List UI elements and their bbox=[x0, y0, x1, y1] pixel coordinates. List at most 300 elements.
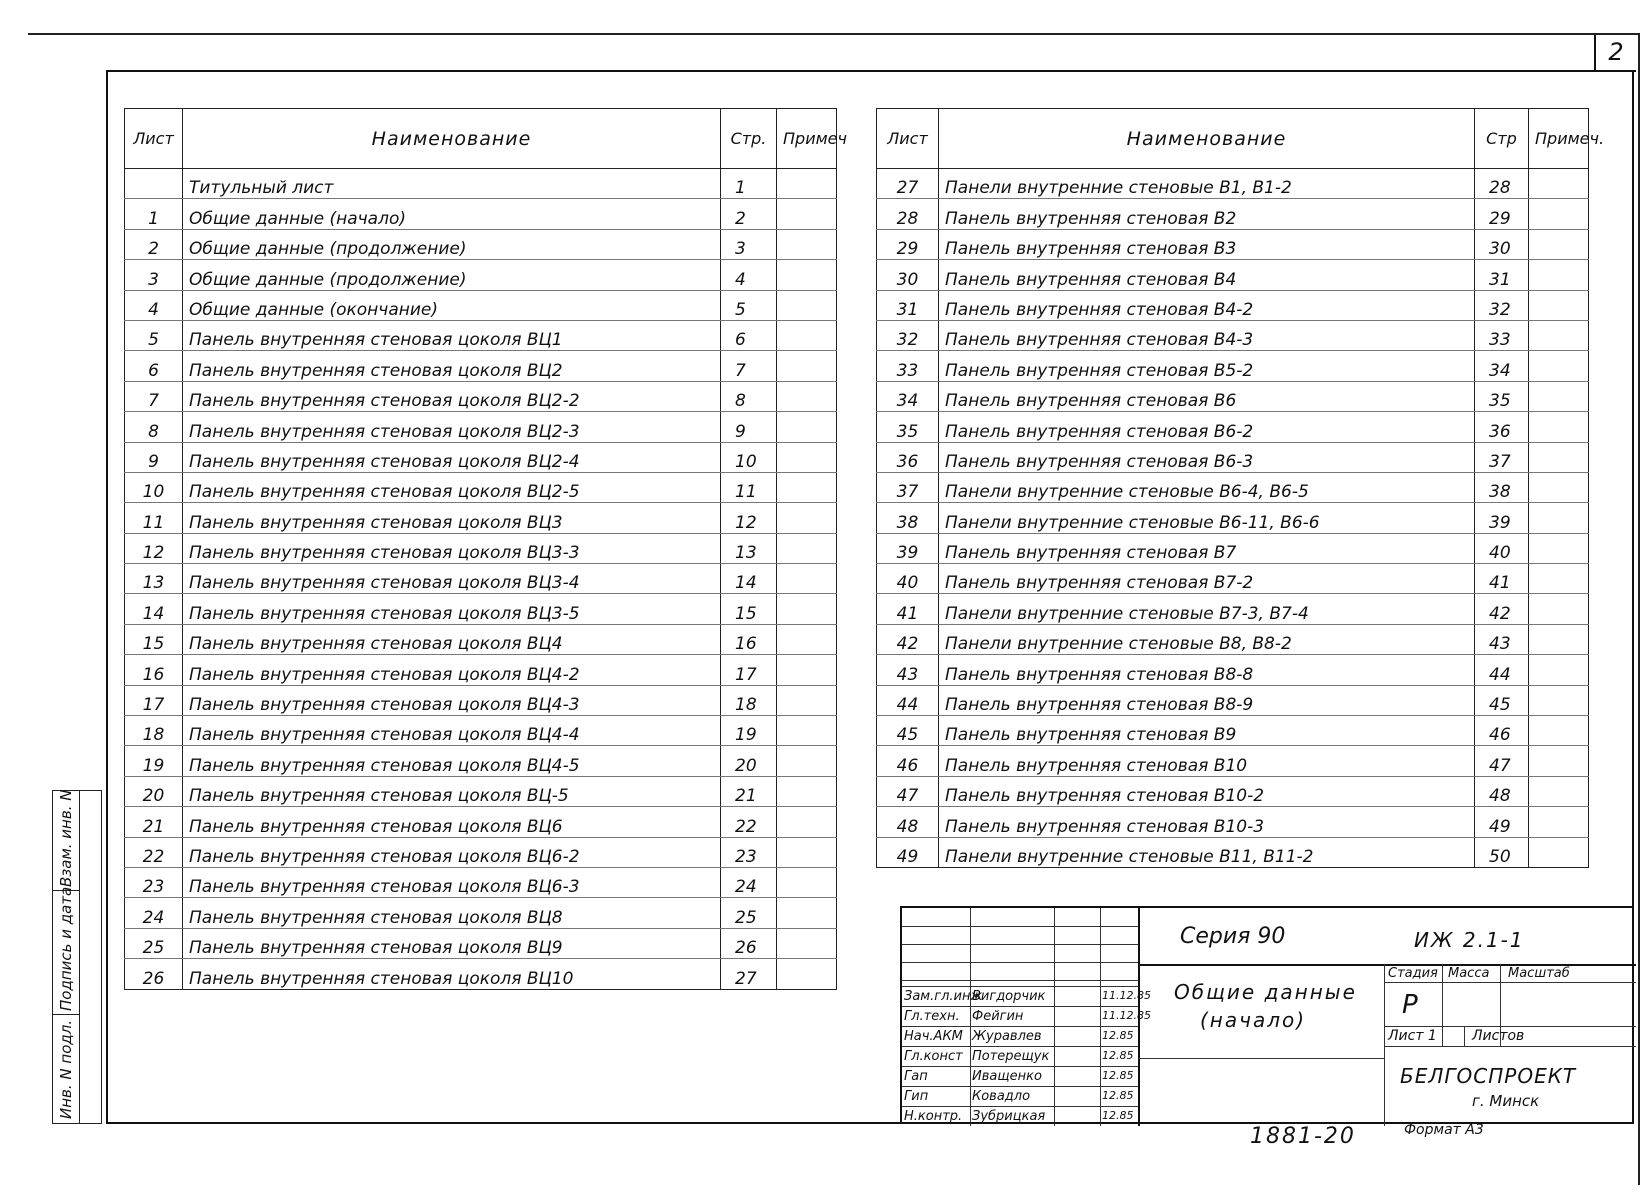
note-cell bbox=[1529, 169, 1589, 199]
side-cell-replacement bbox=[53, 791, 79, 891]
page-number-cell: 19 bbox=[721, 716, 777, 746]
item-name: Панель внутренняя стеновая В6-3 bbox=[939, 442, 1475, 472]
table-row bbox=[125, 807, 837, 837]
side-label-signature: Подпись и дата bbox=[57, 886, 75, 1011]
table-row bbox=[877, 655, 1589, 685]
note-cell bbox=[1529, 472, 1589, 502]
header-page: Стр. bbox=[721, 109, 777, 169]
note-cell bbox=[1529, 199, 1589, 229]
note-cell bbox=[777, 685, 837, 715]
item-name: Панель внутренняя стеновая цоколя ВЦ2 bbox=[183, 351, 721, 381]
table-row bbox=[125, 442, 837, 472]
signature-name: Журавлев bbox=[972, 1029, 1042, 1044]
note-cell bbox=[777, 533, 837, 563]
signature-name: Потерещук bbox=[972, 1049, 1050, 1064]
side-stamp bbox=[52, 790, 102, 1124]
table-row bbox=[125, 594, 837, 624]
page-number-cell: 24 bbox=[721, 867, 777, 897]
note-cell bbox=[777, 928, 837, 958]
note-cell bbox=[777, 624, 837, 654]
note-cell bbox=[777, 837, 837, 867]
table-row bbox=[125, 716, 837, 746]
note-cell bbox=[1529, 807, 1589, 837]
table-row bbox=[877, 351, 1589, 381]
page-number-cell: 43 bbox=[1475, 624, 1529, 654]
table-row bbox=[877, 320, 1589, 350]
note-cell bbox=[1529, 776, 1589, 806]
table-row bbox=[877, 746, 1589, 776]
title-line-2: (начало) bbox=[1200, 1008, 1307, 1032]
sheet-number: 5 bbox=[125, 320, 183, 350]
header-note: Примеч bbox=[777, 109, 837, 169]
note-cell bbox=[777, 351, 837, 381]
city: г. Минск bbox=[1472, 1092, 1540, 1110]
sheet-number: 9 bbox=[125, 442, 183, 472]
table-row bbox=[125, 685, 837, 715]
signature-date: 12.85 bbox=[1102, 1029, 1134, 1042]
note-cell bbox=[777, 442, 837, 472]
table-row bbox=[125, 776, 837, 806]
signature-name: Зубрицкая bbox=[972, 1109, 1046, 1124]
note-cell bbox=[777, 260, 837, 290]
signature-row bbox=[902, 1106, 1138, 1127]
note-cell bbox=[777, 412, 837, 442]
table-row bbox=[877, 533, 1589, 563]
note-cell bbox=[1529, 746, 1589, 776]
note-cell bbox=[1529, 351, 1589, 381]
table-row bbox=[125, 260, 837, 290]
table-row bbox=[125, 290, 837, 320]
note-cell bbox=[1529, 320, 1589, 350]
signature-row bbox=[902, 1006, 1151, 1027]
note-cell bbox=[1529, 685, 1589, 715]
page-number-cell: 21 bbox=[721, 776, 777, 806]
organization: БЕЛГОСПРОЕКТ bbox=[1400, 1064, 1577, 1088]
page-number-cell: 37 bbox=[1475, 442, 1529, 472]
item-name: Панель внутренняя стеновая цоколя ВЦ-5 bbox=[183, 776, 721, 806]
page-number-cell: 23 bbox=[721, 837, 777, 867]
contents-table-left bbox=[124, 108, 847, 990]
note-cell bbox=[777, 169, 837, 199]
item-name: Панель внутренняя стеновая цоколя ВЦ6 bbox=[183, 807, 721, 837]
item-name: Панель внутренняя стеновая цоколя ВЦ4 bbox=[183, 624, 721, 654]
sheet-label: Лист 1 bbox=[1388, 1028, 1437, 1044]
page-number-cell: 4 bbox=[721, 260, 777, 290]
note-cell bbox=[1529, 533, 1589, 563]
sheet-number: 8 bbox=[125, 412, 183, 442]
page-number-cell: 50 bbox=[1475, 837, 1529, 867]
table-row bbox=[125, 624, 837, 654]
signature-row bbox=[902, 1026, 1138, 1047]
page-number-cell: 9 bbox=[721, 412, 777, 442]
table-row bbox=[877, 716, 1589, 746]
format-label: Формат А3 bbox=[1404, 1122, 1484, 1138]
page-number-cell: 16 bbox=[721, 624, 777, 654]
sheet-number: 46 bbox=[877, 746, 939, 776]
item-name: Панели внутренние стеновые В6-11, В6-6 bbox=[939, 503, 1475, 533]
note-cell bbox=[777, 503, 837, 533]
signature-role: Н.контр. bbox=[904, 1109, 963, 1124]
sheet-number: 45 bbox=[877, 716, 939, 746]
sheet-number: 28 bbox=[877, 199, 939, 229]
table-row bbox=[877, 503, 1589, 533]
signature-name: Ковадло bbox=[972, 1089, 1031, 1104]
page-number-cell: 41 bbox=[1475, 564, 1529, 594]
item-name: Панель внутренняя стеновая цоколя ВЦ4-2 bbox=[183, 655, 721, 685]
table-row bbox=[125, 655, 837, 685]
item-name: Общие данные (начало) bbox=[183, 199, 721, 229]
page-number-cell: 29 bbox=[1475, 199, 1529, 229]
note-cell bbox=[777, 472, 837, 502]
page-number-cell: 20 bbox=[721, 746, 777, 776]
sheet-number: 2 bbox=[125, 229, 183, 259]
scale-header: Масштаб bbox=[1508, 966, 1570, 981]
document-number: 1881-20 bbox=[1250, 1124, 1356, 1149]
sheet-number: 25 bbox=[125, 928, 183, 958]
page-number-cell: 45 bbox=[1475, 685, 1529, 715]
item-name: Панели внутренние стеновые В8, В8-2 bbox=[939, 624, 1475, 654]
page-number-cell: 1 bbox=[721, 169, 777, 199]
page-number-cell: 39 bbox=[1475, 503, 1529, 533]
note-cell bbox=[1529, 503, 1589, 533]
page-number-cell: 42 bbox=[1475, 594, 1529, 624]
signature-row bbox=[902, 986, 1151, 1007]
table-row bbox=[125, 898, 837, 928]
item-name: Панель внутренняя стеновая цоколя ВЦ4-5 bbox=[183, 746, 721, 776]
page-number-cell: 36 bbox=[1475, 412, 1529, 442]
note-cell bbox=[1529, 260, 1589, 290]
item-name: Панель внутренняя стеновая В8-9 bbox=[939, 685, 1475, 715]
signature-role: Гап bbox=[904, 1069, 928, 1084]
page-number-cell: 5 bbox=[721, 290, 777, 320]
header-note: Примеч. bbox=[1529, 109, 1589, 169]
table-row bbox=[877, 837, 1589, 867]
item-name: Панель внутренняя стеновая В10-3 bbox=[939, 807, 1475, 837]
table-row bbox=[877, 685, 1589, 715]
sheet-number: 43 bbox=[877, 655, 939, 685]
item-name: Панель внутренняя стеновая цоколя ВЦ3-4 bbox=[183, 564, 721, 594]
item-name: Титульный лист bbox=[183, 169, 721, 199]
sheet-number: 22 bbox=[125, 837, 183, 867]
item-name: Панель внутренняя стеновая В6-2 bbox=[939, 412, 1475, 442]
item-name: Панель внутренняя стеновая В4-2 bbox=[939, 290, 1475, 320]
item-name: Общие данные (окончание) bbox=[183, 290, 721, 320]
note-cell bbox=[1529, 564, 1589, 594]
table-row bbox=[877, 199, 1589, 229]
sheet-number: 35 bbox=[877, 412, 939, 442]
sheet-number: 27 bbox=[877, 169, 939, 199]
item-name: Панель внутренняя стеновая цоколя ВЦ4-3 bbox=[183, 685, 721, 715]
note-cell bbox=[777, 776, 837, 806]
item-name: Панель внутренняя стеновая В4 bbox=[939, 260, 1475, 290]
item-name: Панель внутренняя стеновая В8-8 bbox=[939, 655, 1475, 685]
item-name: Панель внутренняя стеновая цоколя ВЦ2-2 bbox=[183, 381, 721, 411]
item-name: Панели внутренние стеновые В11, В11-2 bbox=[939, 837, 1475, 867]
sheet-number: 48 bbox=[877, 807, 939, 837]
signature-role: Гип bbox=[904, 1089, 929, 1104]
item-name: Общие данные (продолжение) bbox=[183, 260, 721, 290]
sheet-number: 10 bbox=[125, 472, 183, 502]
note-cell bbox=[777, 898, 837, 928]
table-row bbox=[877, 169, 1589, 199]
signature-name: Фейгин bbox=[972, 1009, 1024, 1024]
page-number-cell: 11 bbox=[721, 472, 777, 502]
page-number-cell: 13 bbox=[721, 533, 777, 563]
note-cell bbox=[777, 199, 837, 229]
note-cell bbox=[1529, 290, 1589, 320]
page-number-cell: 17 bbox=[721, 655, 777, 685]
page-number-cell: 15 bbox=[721, 594, 777, 624]
sheet-number: 15 bbox=[125, 624, 183, 654]
table-row bbox=[125, 229, 837, 259]
note-cell bbox=[1529, 837, 1589, 867]
contents-table-right bbox=[876, 108, 1605, 868]
mass-header: Масса bbox=[1448, 966, 1490, 981]
table-row bbox=[125, 320, 837, 350]
item-name: Панель внутренняя стеновая В3 bbox=[939, 229, 1475, 259]
signature-row bbox=[902, 1046, 1138, 1067]
sheet-number: 26 bbox=[125, 959, 183, 989]
signature-date: 11.12.85 bbox=[1102, 1009, 1151, 1022]
sheet-number: 37 bbox=[877, 472, 939, 502]
note-cell bbox=[777, 959, 837, 989]
signature-row bbox=[902, 1066, 1138, 1087]
sheet-number: 6 bbox=[125, 351, 183, 381]
page-number-cell: 3 bbox=[721, 229, 777, 259]
sheet-number: 12 bbox=[125, 533, 183, 563]
note-cell bbox=[777, 867, 837, 897]
page-number-cell: 46 bbox=[1475, 716, 1529, 746]
page-number-cell: 12 bbox=[721, 503, 777, 533]
header-page: Стр bbox=[1475, 109, 1529, 169]
note-cell bbox=[777, 564, 837, 594]
item-name: Панель внутренняя стеновая В5-2 bbox=[939, 351, 1475, 381]
stage-value: Р bbox=[1402, 990, 1418, 1020]
note-cell bbox=[777, 746, 837, 776]
sheet-number: 36 bbox=[877, 442, 939, 472]
sheet-number: 1 bbox=[125, 199, 183, 229]
table-row bbox=[125, 169, 837, 199]
page-number-cell: 44 bbox=[1475, 655, 1529, 685]
table-row bbox=[125, 959, 837, 989]
item-name: Общие данные (продолжение) bbox=[183, 229, 721, 259]
sheet-number: 29 bbox=[877, 229, 939, 259]
sheet-number: 49 bbox=[877, 837, 939, 867]
note-cell bbox=[1529, 594, 1589, 624]
signature-name: Иващенко bbox=[972, 1069, 1042, 1084]
note-cell bbox=[1529, 442, 1589, 472]
item-name: Панель внутренняя стеновая цоколя ВЦ2-5 bbox=[183, 472, 721, 502]
page-number-cell: 32 bbox=[1475, 290, 1529, 320]
page-number-cell: 27 bbox=[721, 959, 777, 989]
page-number: 2 bbox=[1594, 35, 1636, 72]
item-name: Панель внутренняя стеновая цоколя ВЦ2-3 bbox=[183, 412, 721, 442]
table-row bbox=[877, 564, 1589, 594]
page-number-cell: 40 bbox=[1475, 533, 1529, 563]
page-number-cell: 7 bbox=[721, 351, 777, 381]
signature-date: 12.85 bbox=[1102, 1049, 1134, 1062]
page-number-cell: 6 bbox=[721, 320, 777, 350]
page-number-cell: 30 bbox=[1475, 229, 1529, 259]
item-name: Панель внутренняя стеновая В9 bbox=[939, 716, 1475, 746]
sheet-number: 16 bbox=[125, 655, 183, 685]
note-cell bbox=[1529, 229, 1589, 259]
sheet-number: 38 bbox=[877, 503, 939, 533]
sheet-number: 30 bbox=[877, 260, 939, 290]
header-sheet: Лист bbox=[125, 109, 183, 169]
sheet-number: 4 bbox=[125, 290, 183, 320]
sheet-number bbox=[125, 169, 183, 199]
table-row bbox=[125, 837, 837, 867]
item-name: Панель внутренняя стеновая цоколя ВЦ1 bbox=[183, 320, 721, 350]
item-name: Панели внутренние стеновые В7-3, В7-4 bbox=[939, 594, 1475, 624]
item-name: Панель внутренняя стеновая В7-2 bbox=[939, 564, 1475, 594]
table-row bbox=[125, 564, 837, 594]
sheet-number: 32 bbox=[877, 320, 939, 350]
title-block bbox=[900, 906, 1634, 1124]
note-cell bbox=[1529, 716, 1589, 746]
item-name: Панель внутренняя стеновая В6 bbox=[939, 381, 1475, 411]
page-number-cell: 14 bbox=[721, 564, 777, 594]
item-name: Панель внутренняя стеновая цоколя ВЦ10 bbox=[183, 959, 721, 989]
note-cell bbox=[777, 655, 837, 685]
series-label: Серия 90 bbox=[1180, 924, 1286, 949]
sheet-number: 44 bbox=[877, 685, 939, 715]
note-cell bbox=[777, 229, 837, 259]
table-row bbox=[877, 472, 1589, 502]
item-name: Панель внутренняя стеновая цоколя ВЦ2-4 bbox=[183, 442, 721, 472]
title-line-1: Общие данные bbox=[1174, 980, 1357, 1004]
table-row bbox=[877, 442, 1589, 472]
page-number-cell: 8 bbox=[721, 381, 777, 411]
sheet-number: 11 bbox=[125, 503, 183, 533]
signature-role: Нач.АКМ bbox=[904, 1029, 963, 1044]
table-row bbox=[125, 746, 837, 776]
item-name: Панель внутренняя стеновая В4-3 bbox=[939, 320, 1475, 350]
page-number-cell: 34 bbox=[1475, 351, 1529, 381]
page-number-cell: 18 bbox=[721, 685, 777, 715]
header-sheet: Лист bbox=[877, 109, 939, 169]
sheet-number: 18 bbox=[125, 716, 183, 746]
sheet-number: 20 bbox=[125, 776, 183, 806]
signature-role: Гл.конст bbox=[904, 1049, 963, 1064]
table-row bbox=[125, 928, 837, 958]
sheet-number: 14 bbox=[125, 594, 183, 624]
table-row bbox=[877, 412, 1589, 442]
item-name: Панели внутренние стеновые В1, В1-2 bbox=[939, 169, 1475, 199]
signature-date: 11.12.85 bbox=[1102, 989, 1151, 1002]
item-name: Панели внутренние стеновые В6-4, В6-5 bbox=[939, 472, 1475, 502]
sheet-number: 19 bbox=[125, 746, 183, 776]
item-name: Панель внутренняя стеновая цоколя ВЦ3 bbox=[183, 503, 721, 533]
page-number-cell: 48 bbox=[1475, 776, 1529, 806]
page-number-cell: 25 bbox=[721, 898, 777, 928]
header-name: Наименование bbox=[183, 109, 721, 169]
item-name: Панель внутренняя стеновая цоколя ВЦ3-3 bbox=[183, 533, 721, 563]
item-name: Панель внутренняя стеновая В10-2 bbox=[939, 776, 1475, 806]
note-cell bbox=[777, 320, 837, 350]
table-row bbox=[877, 290, 1589, 320]
note-cell bbox=[777, 290, 837, 320]
signature-role: Зам.гл.инж bbox=[904, 989, 983, 1004]
note-cell bbox=[1529, 624, 1589, 654]
sheet-number: 42 bbox=[877, 624, 939, 654]
sheet-number: 34 bbox=[877, 381, 939, 411]
page-number-cell: 10 bbox=[721, 442, 777, 472]
page-number-cell: 35 bbox=[1475, 381, 1529, 411]
table-row bbox=[877, 807, 1589, 837]
sheet-number: 33 bbox=[877, 351, 939, 381]
note-cell bbox=[777, 807, 837, 837]
item-name: Панель внутренняя стеновая цоколя ВЦ9 bbox=[183, 928, 721, 958]
table-row bbox=[125, 472, 837, 502]
sheet-number: 3 bbox=[125, 260, 183, 290]
header-name: Наименование bbox=[939, 109, 1475, 169]
table-row bbox=[877, 624, 1589, 654]
table-row bbox=[125, 867, 837, 897]
table-row bbox=[877, 776, 1589, 806]
sheet-number: 31 bbox=[877, 290, 939, 320]
page-number-cell: 47 bbox=[1475, 746, 1529, 776]
note-cell bbox=[1529, 412, 1589, 442]
sheet-number: 23 bbox=[125, 867, 183, 897]
sheet-number: 47 bbox=[877, 776, 939, 806]
table-row bbox=[125, 503, 837, 533]
sheet-number: 21 bbox=[125, 807, 183, 837]
item-name: Панель внутренняя стеновая цоколя ВЦ4-4 bbox=[183, 716, 721, 746]
table-row bbox=[877, 381, 1589, 411]
note-cell bbox=[777, 594, 837, 624]
sheet-number: 39 bbox=[877, 533, 939, 563]
stage-header: Стадия bbox=[1388, 966, 1438, 981]
page-number-cell: 38 bbox=[1475, 472, 1529, 502]
note-cell bbox=[1529, 381, 1589, 411]
sheet-number: 40 bbox=[877, 564, 939, 594]
sheet-number: 24 bbox=[125, 898, 183, 928]
item-name: Панель внутренняя стеновая цоколя ВЦ6-3 bbox=[183, 867, 721, 897]
note-cell bbox=[1529, 655, 1589, 685]
page-number-cell: 28 bbox=[1475, 169, 1529, 199]
page-number-cell: 49 bbox=[1475, 807, 1529, 837]
side-cell-inventory bbox=[53, 1015, 79, 1125]
table-row bbox=[125, 381, 837, 411]
sheets-label: Листов bbox=[1472, 1028, 1525, 1044]
page-number-cell: 31 bbox=[1475, 260, 1529, 290]
page-number-cell: 33 bbox=[1475, 320, 1529, 350]
sheet-number: 7 bbox=[125, 381, 183, 411]
table-row bbox=[877, 260, 1589, 290]
item-name: Панель внутренняя стеновая цоколя ВЦ8 bbox=[183, 898, 721, 928]
table-row bbox=[125, 412, 837, 442]
sheet-number: 17 bbox=[125, 685, 183, 715]
signature-date: 12.85 bbox=[1102, 1089, 1134, 1102]
table-row bbox=[125, 351, 837, 381]
sheet-number: 41 bbox=[877, 594, 939, 624]
page-number-cell: 26 bbox=[721, 928, 777, 958]
table-row bbox=[877, 594, 1589, 624]
signature-date: 12.85 bbox=[1102, 1109, 1134, 1122]
item-name: Панель внутренняя стеновая В7 bbox=[939, 533, 1475, 563]
item-name: Панель внутренняя стеновая цоколя ВЦ6-2 bbox=[183, 837, 721, 867]
note-cell bbox=[777, 381, 837, 411]
side-label-inventory: Инв. N подл. bbox=[57, 1019, 75, 1119]
table-row bbox=[125, 199, 837, 229]
page-number-cell: 2 bbox=[721, 199, 777, 229]
item-name: Панель внутренняя стеновая цоколя ВЦ3-5 bbox=[183, 594, 721, 624]
table-row bbox=[877, 229, 1589, 259]
item-name: Панель внутренняя стеновая В10 bbox=[939, 746, 1475, 776]
document-code: ИЖ 2.1-1 bbox=[1414, 928, 1525, 952]
